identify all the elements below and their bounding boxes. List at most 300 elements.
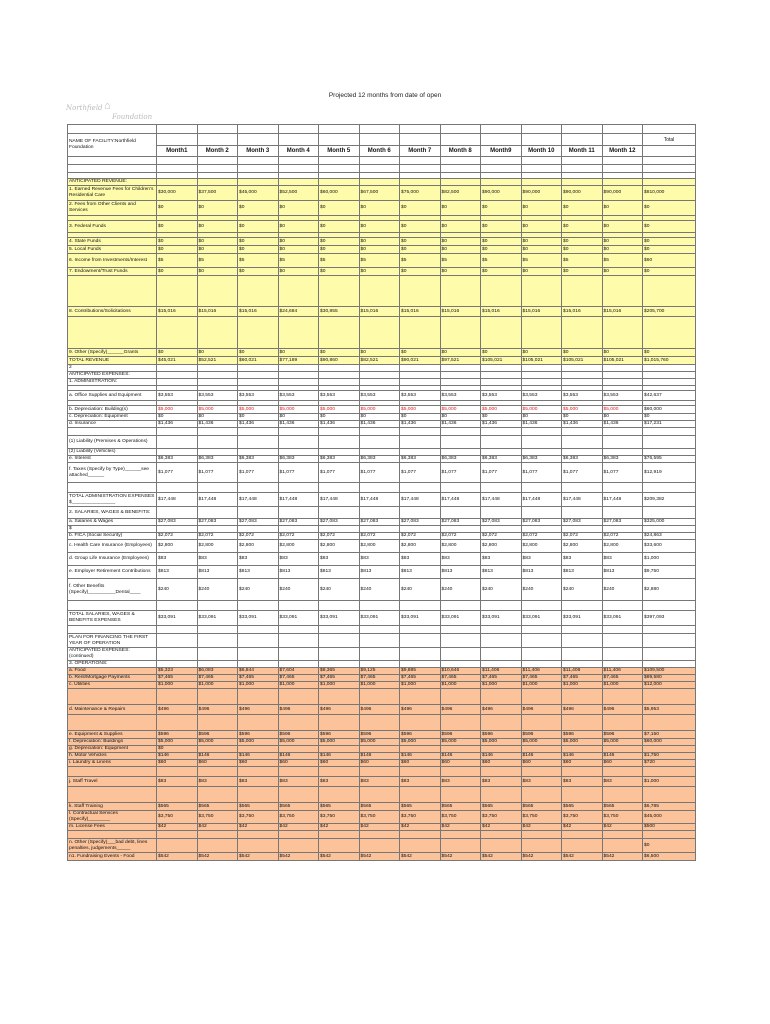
month-value-cell: $5,000 [521, 406, 562, 414]
row-label: $ [68, 526, 157, 533]
month-value-cell: $5,000 [440, 739, 481, 746]
month-value-cell [319, 372, 360, 379]
total-cell [643, 689, 696, 705]
month-value-cell: $5,000 [521, 739, 562, 746]
row-label [68, 767, 157, 777]
budget-row [68, 421, 696, 428]
row-label: 6. Income from Investments/Interest [68, 254, 157, 268]
month-value-cell: $2,072 [157, 533, 198, 540]
month-value-cell: $496 [359, 705, 400, 715]
month-value-cell: $5 [481, 254, 522, 268]
month-value-cell: $7,465 [400, 675, 441, 682]
month-value-cell: $2,800 [481, 540, 522, 553]
month-value-cell: $0 [197, 221, 238, 233]
month-value-cell: $83 [521, 553, 562, 566]
budget-row [68, 853, 696, 861]
month-value-cell: $1,436 [157, 421, 198, 428]
month-value-cell: $52,500 [278, 186, 319, 201]
month-header: Month 10 [521, 146, 562, 157]
month-value-cell: $75,000 [400, 186, 441, 201]
month-value-cell: $83 [278, 553, 319, 566]
month-value-cell: $5,000 [238, 739, 279, 746]
month-value-cell [400, 839, 441, 853]
month-value-cell [521, 715, 562, 731]
month-value-cell: $52,521 [197, 357, 238, 365]
month-value-cell: $0 [157, 349, 198, 357]
month-value-cell: $5,000 [319, 406, 360, 414]
month-value-cell: $240 [602, 579, 643, 601]
month-value-cell [481, 449, 522, 456]
month-value-cell: $1,077 [562, 463, 603, 483]
month-value-cell [319, 317, 360, 349]
month-value-cell [440, 428, 481, 436]
month-value-cell: $60,000 [319, 186, 360, 201]
month-value-cell [278, 689, 319, 705]
month-value-cell: $1,000 [278, 682, 319, 689]
month-value-cell: $0 [359, 201, 400, 216]
month-value-cell: $5,000 [602, 739, 643, 746]
month-value-cell: $596 [521, 731, 562, 739]
row-label: h. Motor Vehicles [68, 753, 157, 760]
month-value-cell: $17,448 [440, 493, 481, 507]
month-value-cell: $60 [238, 760, 279, 767]
month-value-cell: $240 [359, 579, 400, 601]
month-value-cell [238, 767, 279, 777]
month-value-cell: $5 [521, 254, 562, 268]
month-value-cell: $813 [359, 566, 400, 579]
month-value-cell: $0 [400, 201, 441, 216]
total-cell: $1,750 [643, 753, 696, 760]
month-value-cell: $0 [157, 221, 198, 233]
month-value-cell: $83 [238, 777, 279, 787]
month-value-cell: $0 [481, 221, 522, 233]
row-label [68, 689, 157, 705]
month-value-cell [359, 831, 400, 839]
budget-row [68, 760, 696, 767]
budget-row [68, 391, 696, 401]
month-value-cell [400, 276, 441, 307]
month-value-cell: $83 [602, 553, 643, 566]
total-cell [643, 715, 696, 731]
total-cell: $0 [643, 414, 696, 421]
month-value-cell: $33,091 [197, 611, 238, 626]
month-value-cell: $1,077 [319, 463, 360, 483]
month-value-cell: $5,000 [157, 406, 198, 414]
budget-row [68, 811, 696, 824]
month-value-cell: $3,750 [278, 811, 319, 824]
month-value-cell: $565 [278, 803, 319, 811]
month-value-cell: $496 [197, 705, 238, 715]
row-label: 3. Federal Funds [68, 221, 157, 233]
budget-row [68, 540, 696, 553]
month-value-cell [562, 626, 603, 634]
total-cell [643, 648, 696, 661]
month-value-cell: $27,083 [238, 519, 279, 526]
month-value-cell [157, 715, 198, 731]
month-value-cell: $0 [400, 268, 441, 276]
total-header-blank [643, 146, 696, 157]
month-value-cell [359, 767, 400, 777]
month-value-cell: $146 [602, 753, 643, 760]
month-value-cell [602, 379, 643, 386]
month-value-cell [521, 507, 562, 519]
month-value-cell [602, 715, 643, 731]
month-value-cell [197, 689, 238, 705]
month-value-cell: $0 [562, 201, 603, 216]
month-value-cell: $596 [602, 731, 643, 739]
month-value-cell: $0 [238, 414, 279, 421]
row-label: (2) Liability (Vehicles) [68, 449, 157, 456]
month-value-cell: $3,750 [602, 811, 643, 824]
month-value-cell: $5,000 [481, 406, 522, 414]
month-value-cell [602, 787, 643, 803]
total-cell: $42,637 [643, 391, 696, 401]
month-value-cell: $146 [238, 753, 279, 760]
month-value-cell: $2,072 [278, 533, 319, 540]
blank-row [68, 317, 696, 349]
month-value-cell: $5,000 [319, 739, 360, 746]
month-value-cell: $83 [481, 777, 522, 787]
month-value-cell: $0 [278, 221, 319, 233]
month-value-cell [197, 831, 238, 839]
month-value-cell: $0 [197, 201, 238, 216]
budget-row [68, 186, 696, 201]
row-label: 7. Endowment/Trust Funds [68, 268, 157, 276]
month-value-cell [602, 526, 643, 533]
month-value-cell [238, 746, 279, 753]
month-value-cell: $596 [440, 731, 481, 739]
month-value-cell [481, 601, 522, 611]
month-value-cell: $6,383 [278, 456, 319, 463]
month-value-cell: $6,844 [238, 668, 279, 675]
month-value-cell [440, 715, 481, 731]
budget-row [68, 507, 696, 519]
month-value-cell [521, 787, 562, 803]
month-value-cell [400, 648, 441, 661]
month-value-cell: $0 [440, 201, 481, 216]
month-value-cell [197, 601, 238, 611]
month-value-cell [278, 372, 319, 379]
budget-row [68, 179, 696, 186]
month-value-cell [157, 526, 198, 533]
total-cell: $209,382 [643, 493, 696, 507]
budget-row [68, 493, 696, 507]
month-value-cell: $0 [359, 349, 400, 357]
month-value-cell: $7,465 [359, 675, 400, 682]
month-value-cell [602, 839, 643, 853]
month-value-cell: $15,016 [521, 307, 562, 317]
month-value-cell: $33,091 [278, 611, 319, 626]
total-cell: $76,595 [643, 456, 696, 463]
row-label: a. Salaries & Wages [68, 519, 157, 526]
month-value-cell: $90,860 [319, 357, 360, 365]
month-value-cell [238, 372, 279, 379]
month-value-cell [481, 507, 522, 519]
month-value-cell: $15,016 [562, 307, 603, 317]
month-value-cell [562, 831, 603, 839]
budget-row [68, 579, 696, 601]
month-value-cell: $0 [521, 238, 562, 246]
total-cell: $325,000 [643, 519, 696, 526]
month-value-cell: $565 [319, 803, 360, 811]
month-value-cell: $0 [481, 349, 522, 357]
month-value-cell: $6,383 [521, 456, 562, 463]
month-value-cell: $17,448 [359, 493, 400, 507]
month-header: Month 12 [602, 146, 643, 157]
month-value-cell [521, 626, 562, 634]
month-value-cell: $596 [400, 731, 441, 739]
month-value-cell [562, 379, 603, 386]
row-label: i. Laundry & Linens [68, 760, 157, 767]
month-value-cell: $813 [602, 566, 643, 579]
logo-line-1: Northfield [66, 104, 103, 112]
month-value-cell: $0 [197, 238, 238, 246]
month-value-cell [440, 661, 481, 668]
budget-row [68, 379, 696, 386]
month-value-cell [562, 839, 603, 853]
month-value-cell [481, 372, 522, 379]
month-value-cell: $33,091 [238, 611, 279, 626]
month-value-cell [481, 276, 522, 307]
month-value-cell [481, 626, 522, 634]
month-value-cell: $0 [440, 246, 481, 254]
month-value-cell: $17,448 [238, 493, 279, 507]
month-value-cell [562, 365, 603, 372]
month-value-cell: $42 [197, 824, 238, 831]
row-label [68, 787, 157, 803]
month-value-cell [238, 648, 279, 661]
month-value-cell [197, 626, 238, 634]
month-value-cell: $33,091 [440, 611, 481, 626]
month-value-cell [481, 787, 522, 803]
month-value-cell: $5,000 [197, 406, 238, 414]
month-value-cell [521, 428, 562, 436]
budget-row [68, 705, 696, 715]
month-value-cell: $0 [440, 238, 481, 246]
month-value-cell [197, 449, 238, 456]
month-value-cell: $565 [440, 803, 481, 811]
month-value-cell: $83 [602, 777, 643, 787]
month-value-cell: $27,083 [400, 519, 441, 526]
month-value-cell [400, 831, 441, 839]
month-value-cell [521, 179, 562, 186]
month-value-cell: $496 [238, 705, 279, 715]
month-value-cell [440, 787, 481, 803]
month-value-cell [319, 276, 360, 307]
facility-name-label: NAME OF FACILITY:Northfield Foundation [68, 134, 157, 157]
month-value-cell: $813 [400, 566, 441, 579]
budget-row [68, 526, 696, 533]
total-cell: $109,500 [643, 668, 696, 675]
foundation-logo [64, 100, 164, 126]
total-cell: $0 [643, 201, 696, 216]
row-label: d. Insurance [68, 421, 157, 428]
month-value-cell: $60 [319, 760, 360, 767]
month-value-cell [602, 449, 643, 456]
total-cell [643, 483, 696, 493]
month-value-cell: $105,021 [521, 357, 562, 365]
month-value-cell: $27,083 [359, 519, 400, 526]
month-value-cell: $11,406 [481, 668, 522, 675]
month-value-cell [521, 839, 562, 853]
month-value-cell [481, 767, 522, 777]
month-value-cell: $596 [319, 731, 360, 739]
total-cell [643, 276, 696, 307]
total-cell: $89,580 [643, 675, 696, 682]
month-value-cell: $0 [238, 238, 279, 246]
month-value-cell: $5 [238, 254, 279, 268]
month-value-cell [562, 661, 603, 668]
row-label: f. Depreciation: Buildings [68, 739, 157, 746]
month-value-cell: $0 [238, 221, 279, 233]
month-value-cell: $813 [319, 566, 360, 579]
month-value-cell: $5,323 [157, 668, 198, 675]
month-value-cell: $0 [359, 268, 400, 276]
month-value-cell: $27,083 [481, 519, 522, 526]
month-value-cell [238, 449, 279, 456]
month-value-cell [278, 831, 319, 839]
row-label: d. Group Life Insurance (Employees) [68, 553, 157, 566]
month-value-cell [238, 317, 279, 349]
month-value-cell: $0 [602, 349, 643, 357]
month-value-cell: $1,000 [319, 682, 360, 689]
month-value-cell [481, 839, 522, 853]
month-value-cell: $1,436 [197, 421, 238, 428]
month-value-cell [319, 379, 360, 386]
month-value-cell [278, 449, 319, 456]
month-value-cell: $83 [481, 553, 522, 566]
month-value-cell: $6,383 [197, 456, 238, 463]
month-value-cell: $542 [359, 853, 400, 861]
month-value-cell: $60,021 [238, 357, 279, 365]
total-cell: $45,000 [643, 811, 696, 824]
month-value-cell [359, 317, 400, 349]
month-value-cell: $146 [319, 753, 360, 760]
month-value-cell: $60 [602, 760, 643, 767]
month-value-cell [602, 507, 643, 519]
month-value-cell: $6,383 [319, 456, 360, 463]
month-value-cell [278, 626, 319, 634]
month-value-cell [319, 767, 360, 777]
month-value-cell [440, 276, 481, 307]
month-value-cell [521, 449, 562, 456]
month-value-cell: $0 [562, 268, 603, 276]
total-cell: $0 [643, 839, 696, 853]
month-value-cell: $17,448 [562, 493, 603, 507]
month-value-cell: $0 [197, 246, 238, 254]
month-value-cell: $0 [319, 246, 360, 254]
month-value-cell: $2,072 [440, 533, 481, 540]
month-value-cell [238, 839, 279, 853]
month-value-cell [157, 787, 198, 803]
month-value-cell: $0 [319, 221, 360, 233]
month-value-cell: $813 [197, 566, 238, 579]
page-subtitle: Projected 12 months from date of open [328, 92, 442, 99]
month-value-cell: $6,383 [400, 456, 441, 463]
month-value-cell: $565 [562, 803, 603, 811]
month-value-cell [562, 372, 603, 379]
total-cell: $0 [643, 221, 696, 233]
total-cell: $6,785 [643, 803, 696, 811]
month-value-cell: $146 [359, 753, 400, 760]
month-value-cell: $17,448 [197, 493, 238, 507]
month-value-cell: $5 [278, 254, 319, 268]
total-cell [643, 746, 696, 753]
month-value-cell [197, 507, 238, 519]
month-value-cell: $0 [440, 268, 481, 276]
month-value-cell [562, 449, 603, 456]
month-value-cell: $0 [521, 268, 562, 276]
month-value-cell: $83 [197, 777, 238, 787]
facility-row [68, 134, 696, 146]
month-value-cell: $0 [521, 246, 562, 254]
row-label: c. Utilities [68, 682, 157, 689]
month-value-cell: $5,000 [278, 406, 319, 414]
month-value-cell: $83 [197, 553, 238, 566]
month-value-cell: $5,000 [157, 739, 198, 746]
month-value-cell: $60 [440, 760, 481, 767]
month-value-cell: $2,800 [602, 540, 643, 553]
month-value-cell: $1,000 [521, 682, 562, 689]
total-cell: $12,000 [643, 682, 696, 689]
month-value-cell: $8,365 [319, 668, 360, 675]
month-value-cell [602, 689, 643, 705]
budget-row [68, 746, 696, 753]
budget-row [68, 436, 696, 449]
row-label: 2. Fees from Other Clients and Services [68, 201, 157, 216]
month-value-cell [400, 372, 441, 379]
month-value-cell: $105,021 [602, 357, 643, 365]
budget-row [68, 365, 696, 372]
month-value-cell [359, 428, 400, 436]
month-value-cell [238, 715, 279, 731]
month-value-cell: $240 [521, 579, 562, 601]
month-value-cell [238, 634, 279, 648]
row-label [68, 831, 157, 839]
month-value-cell [278, 436, 319, 449]
month-value-cell: $0 [278, 201, 319, 216]
header-spacer-row [68, 125, 696, 134]
month-value-cell [157, 689, 198, 705]
month-value-cell [602, 661, 643, 668]
month-value-cell: $146 [157, 753, 198, 760]
month-value-cell [197, 317, 238, 349]
month-value-cell [197, 661, 238, 668]
month-value-cell: $0 [278, 268, 319, 276]
month-value-cell [400, 526, 441, 533]
month-value-cell [359, 634, 400, 648]
month-value-cell: $542 [521, 853, 562, 861]
month-value-cell: $0 [278, 246, 319, 254]
month-value-cell [359, 839, 400, 853]
month-value-cell [400, 626, 441, 634]
month-value-cell: $0 [521, 221, 562, 233]
month-value-cell [319, 436, 360, 449]
month-header: Month 11 [562, 146, 603, 157]
month-value-cell: $27,083 [602, 519, 643, 526]
month-value-cell: $496 [562, 705, 603, 715]
row-label: 2. SALARIES, WAGES & BENEFITS: [68, 507, 157, 519]
month-value-cell [319, 526, 360, 533]
month-value-cell [400, 601, 441, 611]
month-value-cell: $17,448 [481, 493, 522, 507]
month-value-cell [562, 179, 603, 186]
month-value-cell [319, 787, 360, 803]
month-value-cell [440, 648, 481, 661]
month-value-cell [197, 372, 238, 379]
month-value-cell: $33,091 [400, 611, 441, 626]
month-value-cell: $0 [521, 414, 562, 421]
